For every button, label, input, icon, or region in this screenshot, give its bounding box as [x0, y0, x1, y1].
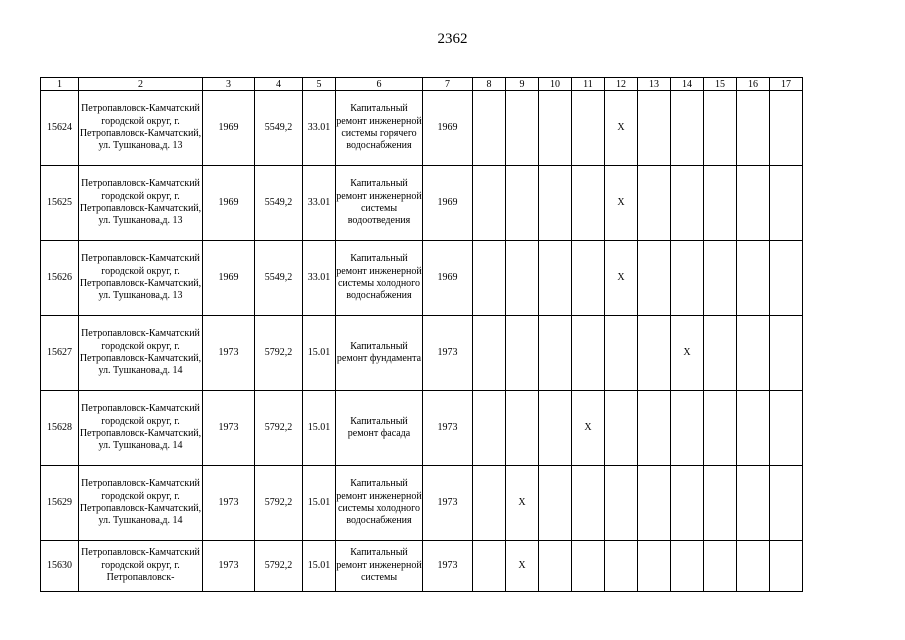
cell-col-15: [704, 241, 737, 316]
table-row: [41, 241, 803, 316]
cell-address: [79, 166, 203, 241]
cell-col-8: [473, 91, 506, 166]
cell-col-9: [506, 466, 539, 541]
cell-code-text: 33.01: [307, 271, 331, 283]
cell-address-text: Петропавловск-Камчатский городской округ, г. Петропавловск-Камчатский, ул. Тушканова,д. 13: [79, 178, 202, 227]
cell-year: [423, 241, 473, 316]
cell-work-text: Капитальный ремонт инженерной системы водоотведения: [336, 178, 422, 227]
cell-id: [41, 541, 79, 592]
cell-col-12: [605, 541, 638, 592]
cell-area: [255, 391, 303, 466]
cell-year-built-text: 1973: [218, 559, 239, 571]
x-mark: X: [584, 421, 592, 433]
cell-col-13: [638, 466, 671, 541]
cell-address-text: Петропавловск-Камчатский городской округ, г. Петропавловск-Камчатский, ул. Тушканова,д. 13: [79, 253, 202, 302]
cell-col-10: [539, 316, 572, 391]
cell-address-text: Петропавловск-Камчатский городской округ, г. Петропавловск-Камчатский, ул. Тушканова,д. 14: [79, 403, 202, 452]
cell-year: [423, 91, 473, 166]
column-number-12: 12: [605, 78, 638, 91]
table-row: [41, 91, 803, 166]
cell-work: [336, 91, 423, 166]
cell-area-text: 5549,2: [264, 121, 293, 133]
cell-col-17: [770, 316, 803, 391]
table-row: [41, 391, 803, 466]
cell-area-text: 5792,2: [264, 496, 293, 508]
cell-area: [255, 541, 303, 592]
x-mark: X: [617, 121, 625, 133]
cell-col-9: [506, 166, 539, 241]
x-mark: X: [518, 496, 526, 508]
cell-col-9: [506, 241, 539, 316]
cell-id-text: 15626: [47, 271, 72, 283]
cell-work: [336, 241, 423, 316]
cell-col-12: [605, 241, 638, 316]
column-number-row: [41, 78, 803, 91]
cell-col-14: [671, 316, 704, 391]
cell-address-text: Петропавловск-Камчатский городской округ, г. Петропавловск-Камчатский, ул. Тушканова,д. 13: [79, 103, 202, 152]
cell-col-17: [770, 166, 803, 241]
cell-year-text: 1969: [437, 121, 458, 133]
cell-year: [423, 166, 473, 241]
cell-code-text: 15.01: [307, 496, 331, 508]
cell-col-11: [572, 391, 605, 466]
cell-col-12: [605, 166, 638, 241]
cell-id-text: 15628: [47, 421, 72, 433]
cell-year-built: [203, 391, 255, 466]
column-number-10: 10: [539, 78, 572, 91]
column-number-17: 17: [770, 78, 803, 91]
cell-address-text: Петропавловск-Камчатский городской округ, г. Петропавловск-Камчатский, ул. Тушканова,д. 14: [79, 328, 202, 377]
cell-year: [423, 391, 473, 466]
cell-id-text: 15629: [47, 496, 72, 508]
cell-col-11: [572, 166, 605, 241]
cell-code: [303, 466, 336, 541]
cell-col-9: [506, 316, 539, 391]
cell-work-text: Капитальный ремонт инженерной системы холодного водоснабжения: [336, 253, 422, 302]
cell-col-8: [473, 316, 506, 391]
cell-work: [336, 166, 423, 241]
cell-code: [303, 316, 336, 391]
cell-id-text: 15624: [47, 121, 72, 133]
column-number-9: 9: [506, 78, 539, 91]
cell-year-built-text: 1973: [218, 346, 239, 358]
cell-id: [41, 466, 79, 541]
cell-id-text: 15625: [47, 196, 72, 208]
cell-col-17: [770, 391, 803, 466]
cell-col-8: [473, 166, 506, 241]
cell-col-9: [506, 541, 539, 592]
cell-area-text: 5549,2: [264, 271, 293, 283]
cell-area: [255, 166, 303, 241]
table-row: [41, 541, 803, 592]
cell-col-15: [704, 316, 737, 391]
column-number-1: 1: [41, 78, 79, 91]
cell-col-15: [704, 166, 737, 241]
column-number-4: 4: [255, 78, 303, 91]
cell-area: [255, 316, 303, 391]
cell-code-text: 33.01: [307, 196, 331, 208]
cell-work-text: Капитальный ремонт фасада: [347, 415, 411, 439]
cell-col-10: [539, 166, 572, 241]
cell-code: [303, 166, 336, 241]
cell-address: [79, 391, 203, 466]
column-number-14: 14: [671, 78, 704, 91]
cell-col-9: [506, 391, 539, 466]
cell-col-13: [638, 91, 671, 166]
cell-code: [303, 541, 336, 592]
cell-year: [423, 541, 473, 592]
cell-year-built: [203, 466, 255, 541]
cell-col-10: [539, 391, 572, 466]
cell-code: [303, 91, 336, 166]
cell-year-text: 1969: [437, 271, 458, 283]
cell-col-16: [737, 166, 770, 241]
cell-area-text: 5549,2: [264, 196, 293, 208]
cell-col-11: [572, 466, 605, 541]
register-table: [40, 77, 803, 592]
column-number-5: 5: [303, 78, 336, 91]
cell-work-text: Капитальный ремонт фундамента: [336, 340, 422, 364]
cell-year-built: [203, 316, 255, 391]
cell-col-11: [572, 316, 605, 391]
cell-year-built: [203, 166, 255, 241]
cell-work-text: Капитальный ремонт инженерной системы горячего водоснабжения: [336, 103, 422, 152]
cell-col-8: [473, 541, 506, 592]
cell-col-14: [671, 391, 704, 466]
page-number: 2362: [437, 31, 468, 47]
cell-col-11: [572, 91, 605, 166]
cell-address: [79, 541, 203, 592]
cell-work: [336, 541, 423, 592]
cell-col-17: [770, 541, 803, 592]
cell-col-16: [737, 241, 770, 316]
cell-work-text: Капитальный ремонт инженерной системы: [336, 547, 422, 584]
cell-col-16: [737, 91, 770, 166]
cell-area-text: 5792,2: [264, 421, 293, 433]
cell-col-14: [671, 241, 704, 316]
cell-col-10: [539, 541, 572, 592]
cell-year-text: 1973: [437, 346, 458, 358]
cell-year-built-text: 1973: [218, 496, 239, 508]
cell-year-built-text: 1973: [218, 421, 239, 433]
cell-code: [303, 241, 336, 316]
cell-year-built-text: 1969: [218, 196, 239, 208]
cell-col-12: [605, 91, 638, 166]
cell-year-built: [203, 241, 255, 316]
cell-address: [79, 466, 203, 541]
cell-col-13: [638, 391, 671, 466]
cell-col-15: [704, 391, 737, 466]
cell-id: [41, 166, 79, 241]
column-number-7: 7: [423, 78, 473, 91]
cell-year-built-text: 1969: [218, 121, 239, 133]
column-number-11: 11: [572, 78, 605, 91]
cell-col-11: [572, 241, 605, 316]
column-number-8: 8: [473, 78, 506, 91]
cell-col-12: [605, 316, 638, 391]
x-mark: X: [683, 346, 691, 358]
cell-col-16: [737, 541, 770, 592]
cell-area-text: 5792,2: [264, 346, 293, 358]
cell-id-text: 15630: [47, 559, 72, 571]
cell-col-16: [737, 466, 770, 541]
cell-code-text: 15.01: [307, 421, 331, 433]
cell-year-built: [203, 541, 255, 592]
column-number-13: 13: [638, 78, 671, 91]
cell-col-13: [638, 541, 671, 592]
cell-col-10: [539, 91, 572, 166]
cell-col-17: [770, 91, 803, 166]
cell-year-text: 1973: [437, 496, 458, 508]
cell-code-text: 15.01: [307, 559, 331, 571]
cell-address: [79, 316, 203, 391]
cell-col-14: [671, 166, 704, 241]
x-mark: X: [617, 271, 625, 283]
cell-col-8: [473, 241, 506, 316]
cell-id-text: 15627: [47, 346, 72, 358]
cell-code: [303, 391, 336, 466]
cell-col-12: [605, 391, 638, 466]
cell-id: [41, 91, 79, 166]
cell-year: [423, 316, 473, 391]
column-number-6: 6: [336, 78, 423, 91]
cell-col-13: [638, 166, 671, 241]
cell-col-13: [638, 241, 671, 316]
cell-year: [423, 466, 473, 541]
cell-col-14: [671, 91, 704, 166]
column-number-3: 3: [203, 78, 255, 91]
cell-address: [79, 241, 203, 316]
column-number-16: 16: [737, 78, 770, 91]
cell-year-text: 1973: [437, 559, 458, 571]
cell-col-10: [539, 466, 572, 541]
cell-col-15: [704, 541, 737, 592]
cell-year-text: 1969: [437, 196, 458, 208]
column-number-15: 15: [704, 78, 737, 91]
cell-col-8: [473, 391, 506, 466]
cell-col-16: [737, 391, 770, 466]
cell-col-12: [605, 466, 638, 541]
cell-id: [41, 241, 79, 316]
table-body: [41, 78, 803, 592]
cell-col-9: [506, 91, 539, 166]
cell-year-text: 1973: [437, 421, 458, 433]
cell-address-text: Петропавловск-Камчатский городской округ, г. Петропавловск-: [81, 547, 200, 584]
cell-id: [41, 391, 79, 466]
cell-year-built: [203, 91, 255, 166]
cell-work: [336, 466, 423, 541]
cell-col-8: [473, 466, 506, 541]
cell-col-16: [737, 316, 770, 391]
table-row: [41, 466, 803, 541]
cell-col-17: [770, 466, 803, 541]
cell-col-10: [539, 241, 572, 316]
cell-address-text: Петропавловск-Камчатский городской округ, г. Петропавловск-Камчатский, ул. Тушканова,д. 14: [79, 478, 202, 527]
cell-work: [336, 391, 423, 466]
cell-area: [255, 241, 303, 316]
cell-work: [336, 316, 423, 391]
cell-code-text: 33.01: [307, 121, 331, 133]
cell-col-13: [638, 316, 671, 391]
cell-address: [79, 91, 203, 166]
column-number-2: 2: [79, 78, 203, 91]
table-row: [41, 316, 803, 391]
cell-col-14: [671, 466, 704, 541]
cell-work-text: Капитальный ремонт инженерной системы холодного водоснабжения: [336, 478, 422, 527]
cell-area-text: 5792,2: [264, 559, 293, 571]
cell-area: [255, 466, 303, 541]
cell-col-17: [770, 241, 803, 316]
cell-col-15: [704, 91, 737, 166]
cell-col-15: [704, 466, 737, 541]
cell-id: [41, 316, 79, 391]
x-mark: X: [617, 196, 625, 208]
cell-area: [255, 91, 303, 166]
cell-year-built-text: 1969: [218, 271, 239, 283]
x-mark: X: [518, 559, 526, 571]
cell-col-14: [671, 541, 704, 592]
table-row: [41, 166, 803, 241]
cell-code-text: 15.01: [307, 346, 331, 358]
cell-col-11: [572, 541, 605, 592]
